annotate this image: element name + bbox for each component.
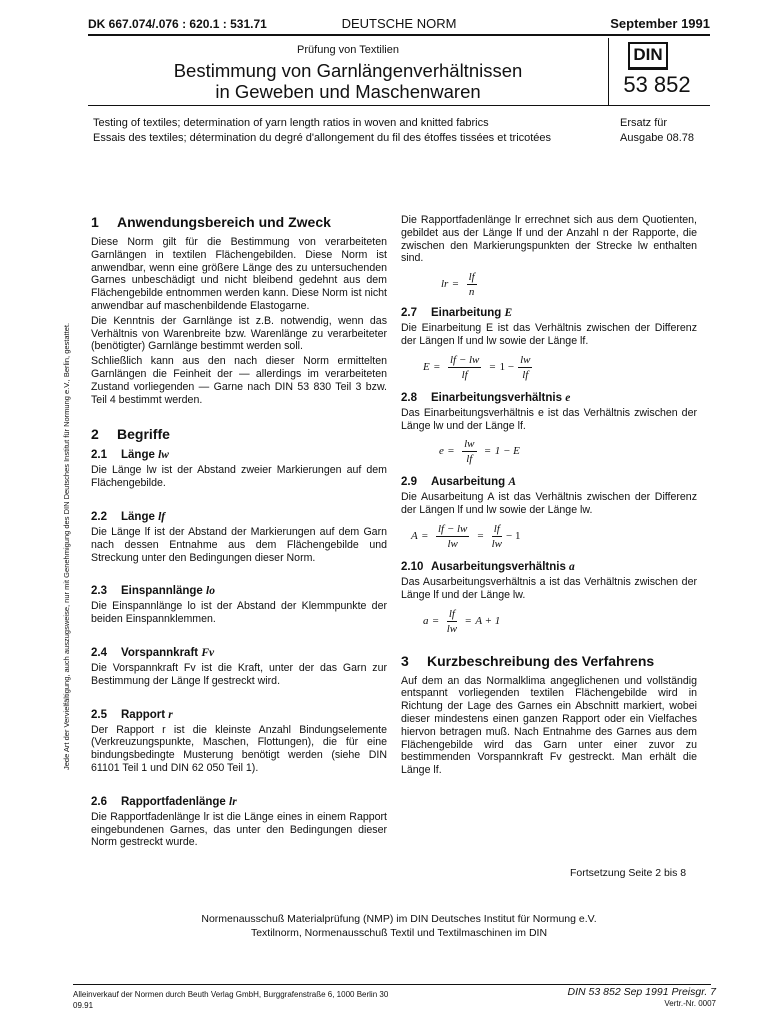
section-2-8-heading [401,391,697,405]
formula-term: 1 − [499,360,515,373]
din-logo-text: DIN [633,45,663,64]
symbol: a [569,560,575,573]
title-translations [93,116,613,145]
formula-lhs: E [423,360,430,373]
section-2-9-paragraph: Die Ausarbeitung A ist das Verhältnis zwischen der Differenz der Längen lf und lw sowie der Länge lw. [401,491,697,517]
section-number: 1 [91,214,99,230]
dk-classification: DK 667.074/.076 : 620.1 : 531.71 [88,17,267,31]
fraction [518,354,532,381]
document-title [88,60,608,102]
denominator: lw [491,537,503,550]
subsection-number: 2.3 [91,585,107,598]
symbol: lo [206,585,215,598]
fraction [462,438,476,465]
symbol: E [504,307,513,320]
section-2-1-paragraph: Die Länge lw ist der Abstand zweier Markierungen auf dem Flächengebilde. [91,464,387,490]
formula-rhs: A + 1 [475,614,501,627]
print-code: 09.91 [73,1001,94,1010]
section-2-7-paragraph: Die Einarbeitung E ist das Verhältnis zwischen der Differenz der Längen lf und lw sowie der Länge lf. [401,322,697,347]
price-group-line: DIN 53 852 Sep 1991 Preisgr. 7 [567,986,716,998]
section-2-5-paragraph: Der Rapport r ist die kleinste Anzahl Bindungselemente (Verkreuzungspunkte, Maschen, Flottungen), die für eine bindungsbedingte Musterung benötigt werden (siehe DIN 61101 Teil 1 und DIN 62 050 Teil 1). [91,723,387,774]
committee-info [88,912,710,940]
formula-rhs: 1 − E [494,445,520,458]
copyright-side-note: Jede Art der Vervielfältigung, auch auszugsweise, nur mit Genehmigung des DIN Deutsches Institut für Normung e.V., Berlin, gestattet. [62,322,71,770]
fraction [492,523,502,550]
subsection-title: Länge [121,449,155,462]
section-2-9-heading [401,475,697,489]
section-number: 3 [401,652,409,669]
section-2-3-paragraph: Die Einspannlänge lo ist der Abstand der Klemmpunkte der beiden Einspannklemmen. [91,600,387,626]
title-divider [608,38,609,106]
symbol: e [565,391,571,404]
din-logo [628,42,668,70]
symbol: lf [158,510,166,523]
formula-lhs: e [439,445,444,458]
symbol: lw [158,449,169,462]
issue-date: September 1991 [610,16,710,31]
symbol: lr [229,795,237,808]
section-2-8-paragraph: Das Einarbeitungsverhältnis e ist das Verhältnis zwischen der Länge lw und der Länge lf. [401,406,697,432]
subsection-number: 2.8 [401,391,417,404]
right-column [401,214,697,779]
numerator: lf [448,607,455,620]
numerator: lf [493,522,500,535]
footer-right [568,986,716,1010]
subsection-number: 2.9 [401,476,417,489]
section-2-heading [91,426,387,442]
section-title: Anwendungsbereich und Zweck [117,214,331,230]
formula-E: E = $\frac{lf - lw}{lf}$ = 1 − $\frac{lw}{lf}$ [423,353,531,381]
subsection-number: 2.1 [91,449,107,462]
numerator: lf [468,271,475,284]
section-1-heading [91,214,387,230]
formula-lr: lr = $\frac{lf}{n}$ [441,271,475,299]
subsection-number: 2.10 [401,560,424,573]
denominator: lf [461,368,468,381]
subsection-title: Einarbeitungsverhältnis [431,391,563,404]
formula-lhs: a [423,614,429,627]
section-1-paragraph: Die Kenntnis der Garnlänge ist z.B. notwendig, wenn das Verhältnis von Warenbreite bzw. Warenlänge zu verarbeiteter (benötigter) Garnlänge bestimmt werden soll. [91,314,387,353]
section-2-1-heading [91,448,387,462]
subsection-title: Ausarbeitung [431,476,506,489]
french-title: Essais des textiles; détermination du degré d'allongement du fil des étoffes tissées et tricotées [93,131,552,144]
subsection-title: Ausarbeitungsverhältnis [431,560,566,573]
numerator: lw [464,438,475,451]
section-2-4-paragraph: Die Vorspannkraft Fv ist die Kraft, unter der das Garn zur Bestimmung der Länge lf gestreckt wird. [91,661,387,687]
section-2-6-paragraph: Die Rapportfadenlänge lr ist die Länge eines in einem Rapport eingebundenen Garnes, das unter den Bedingungen dieser Norm gestreckt wurde. [91,810,387,849]
subsection-number: 2.2 [91,510,107,523]
left-column [91,214,387,851]
subsection-number: 2.7 [401,307,417,320]
committee-line-1: Normenausschuß Materialprüfung (NMP) im DIN Deutsches Institut für Normung e.V. [201,913,597,925]
title-line-2: in Geweben und Maschenwaren [215,81,481,102]
committee-line-2: Textilnorm, Normenausschuß Textil und Textilmaschinen im DIN [250,927,548,939]
formula-e: e = $\frac{lw}{lf}$ = 1 − E [439,438,520,466]
document-subtitle: Prüfung von Textilien [297,44,399,56]
section-2-6-heading [91,795,387,809]
section-2-5-heading [91,708,387,722]
footer-rule [73,984,711,985]
formula-lhs: lr [441,278,449,291]
fraction [448,354,481,381]
denominator: lw [447,537,458,550]
section-3-paragraph: Auf dem an das Normalklima angeglichenen und vollständig entspannt vorliegenden textilen Flächengebilde wird in Richtung der Lage des Garnes ein Abschnitt markiert, wobei dieser mindestens einen ganzen Rapport oder ein Vielfaches hiervon betragen muß. Nach Entnahme des Garnes aus dem Flächengebilde wird das Garn unter einer zuvor zu bestimmenden Vorspannkraft Fv gestreckt. Man erhält die Länge lf. [401,674,697,777]
continuation-note: Fortsetzung Seite 2 bis 8 [570,867,687,879]
numerator: lw [520,353,531,366]
subsection-number: 2.4 [91,646,107,659]
symbol: Fv [201,646,215,659]
denominator: lw [446,622,458,635]
subsection-number: 2.6 [91,795,107,808]
denominator: lf [466,453,473,466]
symbol: r [168,708,173,721]
subsection-title: Vorspannkraft [121,646,199,659]
formula-A: A = $\frac{lf - lw}{lw}$ = $\frac{lf}{lw}$ − 1 [411,522,521,550]
din-number: 53 852 [623,72,691,97]
subsection-title: Rapportfadenlänge [121,795,226,808]
denominator: lf [522,368,529,381]
denominator: n [468,286,475,299]
footer-left [73,989,388,1011]
subsection-title: Rapport [121,708,166,721]
numerator: lf − lw [449,353,480,366]
section-title: Kurzbeschreibung des Verfahrens [427,652,655,669]
section-2-10-paragraph: Das Ausarbeitungsverhältnis a ist das Verhältnis zwischen der Länge lf und der Länge lw. [401,575,697,601]
subsection-title: Einarbeitung [431,307,502,320]
section-number: 2 [91,426,99,443]
distribution-number: Vertr.-Nr. 0007 [664,999,716,1008]
replaces-line-2: Ausgabe 08.78 [620,131,695,144]
fraction [436,523,469,550]
section-1-paragraph: Schließlich kann aus den nach dieser Norm ermittelten Garnlängen die Feinheit der — allerdings im verarbeiteten Zustand vorliegenden — Garne nach DIN 53 830 Teil 3 bzw. Teil 4 bestimmt werden. [91,355,387,406]
top-bar [88,12,710,36]
section-2-3-heading [91,584,387,598]
section-1-paragraph: Diese Norm gilt für die Bestimmung von verarbeiteten Garnlängen in textilen Flächengebilden. Diese Norm ist anwendbar, wenn eine größere Länge des zu untersuchenden Garnes unbeschädigt und nicht bleibend gedehnt aus dem Flächengebilde entnommen werden kann. Diese Norm ist nicht anwendbar auf maschenbildende Elastogarne. [91,236,387,312]
sales-note: Alleinverkauf der Normen durch Beuth Verlag GmbH, Burggrafenstraße 6, 1000 Berlin 30 [73,990,389,999]
section-2-2-heading [91,510,387,524]
subsection-title: Einspannlänge [121,585,203,598]
section-2-10-heading [401,560,697,574]
norm-label: DEUTSCHE NORM [341,16,457,31]
section-2-4-heading [91,646,387,660]
section-2-7-heading [401,306,697,320]
replaces-line-1: Ersatz für [620,117,668,129]
numerator: lf − lw [437,522,468,535]
formula-rhs: − 1 [506,530,521,543]
title-line-1: Bestimmung von Garnlängenverhältnissen [173,60,523,81]
formula-lhs: A [411,530,418,543]
formula-a: a = $\frac{lf}{lw}$ = A + 1 [423,607,501,635]
rapport-length-intro: Die Rapportfadenlänge lr errechnet sich aus dem Quotienten, gebildet aus der Länge lf und der Anzahl n der Rapporte, die zwischen den Markierungspunkten der Strecke lw enthalten sind. [401,214,697,265]
subsection-title: Länge [121,510,155,523]
symbol: A [508,476,516,489]
fraction [447,608,457,635]
section-3-heading [401,653,697,669]
subsection-number: 2.5 [91,708,107,721]
english-title: Testing of textiles; determination of yarn length ratios in woven and knitted fabrics [93,117,489,129]
fraction [467,271,477,298]
replaces-note [620,116,694,145]
section-2-2-paragraph: Die Länge lf ist der Abstand der Markierungen auf dem Garn nach dessen Entnahme aus dem Flächengebilde und Streckung unter den Bedingungen dieser Norm. [91,525,387,564]
section-title: Begriffe [117,426,170,443]
